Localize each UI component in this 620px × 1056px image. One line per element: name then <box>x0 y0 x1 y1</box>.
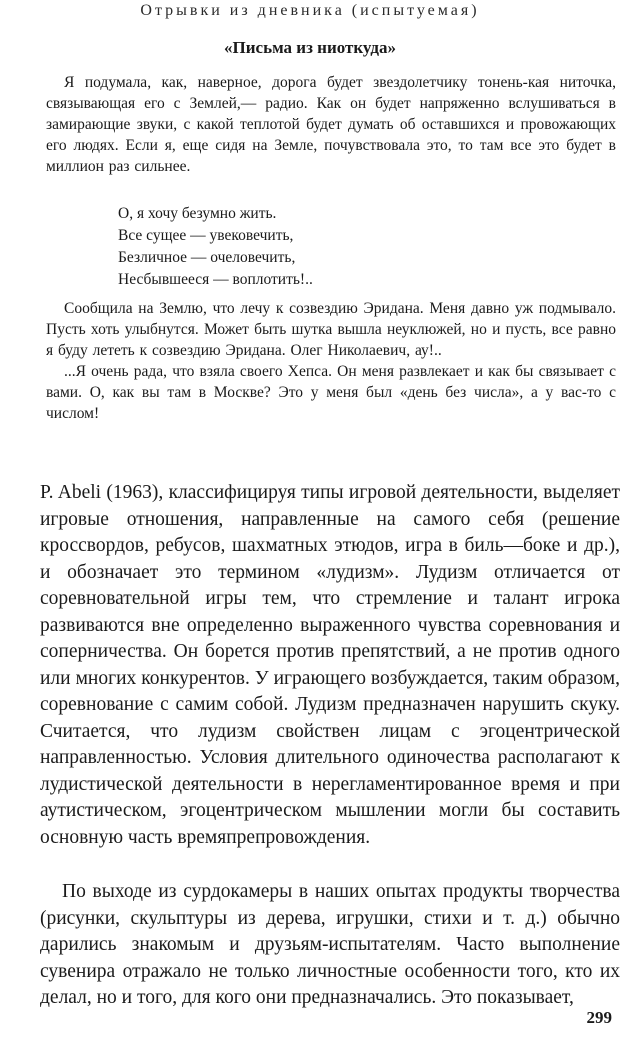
section-title: «Письма из ниоткуда» <box>224 38 396 57</box>
poem-line: Безличное — очеловечить, <box>118 249 296 266</box>
diary-paragraph: Сообщила на Землю, что лечу к созвездию Эридана. Меня давно уж подмывало. Пусть хоть улыбнутся. Может быть шутка вышла неуклюжей, но и пусть, все равно я буду лететь к созвездию Эридана. Олег Николаевич, ау!.. <box>46 300 616 359</box>
poem-line: Все сущее — увековечить, <box>118 227 294 244</box>
diary-excerpt-2 <box>46 298 616 424</box>
main-text-block-1 <box>40 480 620 851</box>
body-paragraph: P. Abeli (1963), классифицируя типы игровой деятельности, выделяет игровые отношения, направленные на самого себя (решение кроссвордов, ребусов, шахматных этюдов, игра в биль—боке и др.), и обозначает это термином «лудизм». Лудизм отличается от соревновательной игры тем, что стремление и талант игрока развиваются вне определенно выраженного чувства соревнования и соперничества. Он борется против препятствий, а не против одного или многих конкурентов. У играющего возбуждается, таким образом, соревнование с самим собой. Лудизм предназначен нарушить скуку. Считается, что лудизм свойствен лицам с эгоцентрической направленностью. Условия длительного одиночества располагают к лудистической деятельности в нерегламентированное время и при аутистическом, эгоцентрическом мышлении могли бы составить основную часть времяпрепровождения. <box>40 482 620 848</box>
body-paragraph: По выходе из сурдокамеры в наших опытах продукты творчества (рисунки, скульптуры из дерева, игрушки, стихи и т. д.) обычно дарились знакомым и друзьям-испытателям. Часто выполнение сувенира отражало не только личностные особенности того, кто их делал, но и того, для кого они предназначались. Это показывает, <box>40 881 620 1008</box>
diary-paragraph: Я подумала, как, наверное, дорога будет звездолетчику тонень-кая ниточка, связывающая его с Землей,— радио. Как он будет напряженно вслушиваться в замирающие звуки, с какой теплотой будет думать об оставшихся и провожающих его людях. Если я, еще сидя на Земле, почувствовала это, то там все это будет в миллион раз сильнее. <box>46 74 616 175</box>
diary-excerpt-1 <box>46 72 616 177</box>
poem <box>118 203 448 291</box>
running-header: Отрывки из дневника (испытуемая) <box>140 2 480 19</box>
diary-paragraph: ...Я очень рада, что взяла своего Хепса. Он меня развлекает и как бы связывает с вами. О, как вы там в Москве? Это у меня был «день без числа», а у вас-то с числом! <box>46 363 616 422</box>
poem-line: Несбывшееся — воплотить!.. <box>118 271 313 288</box>
poem-line: О, я хочу безумно жить. <box>118 205 277 222</box>
page-number: 299 <box>586 1008 612 1027</box>
main-text-block-2 <box>40 879 620 1012</box>
